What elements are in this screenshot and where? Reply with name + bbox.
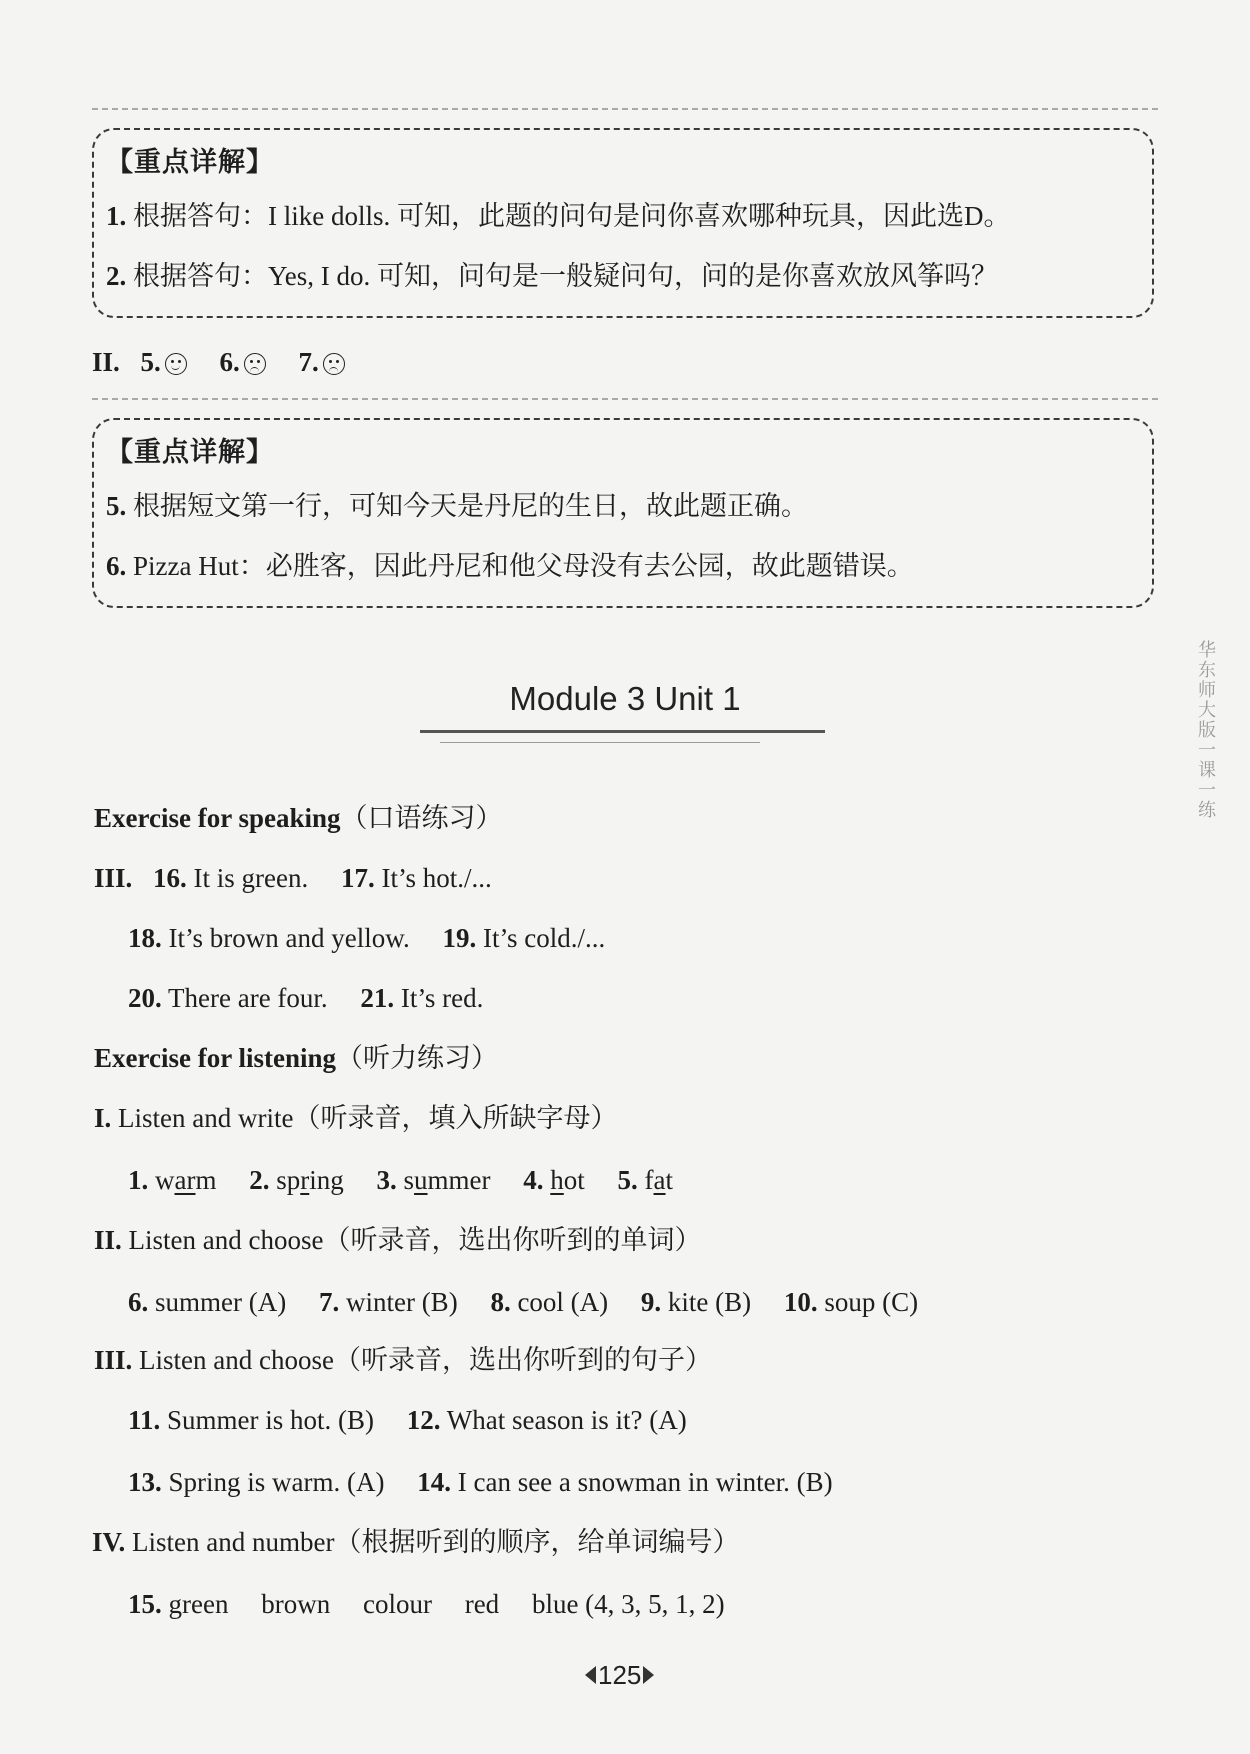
- title-underline-thin: [440, 742, 760, 743]
- part-heading: [94, 1098, 617, 1138]
- answer-number: 15.: [128, 1589, 162, 1619]
- answer-text: It’s cold./...: [482, 923, 606, 953]
- sad-face-icon: [323, 353, 345, 375]
- part-heading: [94, 1220, 701, 1260]
- answer-number: 12.: [406, 1405, 441, 1435]
- explanation-item: [106, 476, 1136, 536]
- key-explanation-box: [92, 128, 1154, 318]
- answer-number: 19.: [442, 923, 477, 953]
- answer-text: I can see a snowman in winter. (B): [457, 1467, 833, 1497]
- part-title: Listen and number: [132, 1527, 335, 1557]
- item-number: 1.: [106, 201, 127, 231]
- item-text: 根据答句：I like dolls. 可知，此题的问句是问你喜欢哪种玩具，因此选D。: [133, 201, 1011, 231]
- answer-text: It’s hot./...: [381, 863, 492, 893]
- answer-text: soup (C): [824, 1287, 919, 1317]
- happy-face-icon: [165, 353, 187, 375]
- sad-face-icon: [244, 353, 266, 375]
- item-number: 2.: [106, 261, 127, 291]
- answer-text: It is green.: [193, 863, 309, 893]
- title-underline: [420, 730, 825, 733]
- part-title: Listen and choose: [139, 1345, 334, 1375]
- answer-number: 18.: [128, 923, 162, 953]
- answer-number: 9.: [640, 1287, 662, 1317]
- answer-word: red: [464, 1589, 500, 1619]
- part-title-cn: （听录音，填入所缺字母）: [293, 1103, 618, 1133]
- speaking-row: [128, 978, 483, 1018]
- dashed-divider: [92, 108, 1158, 110]
- page-number-text: 125: [598, 1660, 642, 1690]
- answer-number: 3.: [376, 1165, 397, 1195]
- speaking-row: [94, 858, 492, 898]
- dashed-divider: [92, 398, 1158, 400]
- answer-number: 13.: [128, 1467, 162, 1497]
- item-text: Pizza Hut：必胜客，因此丹尼和他父母没有去公园，故此题错误。: [133, 551, 914, 581]
- explanation-item: [106, 536, 1136, 596]
- answer-word: fat: [644, 1165, 674, 1195]
- answer-number: 10.: [783, 1287, 818, 1317]
- answer-row: [128, 1462, 833, 1502]
- answer-text: There are four.: [168, 983, 328, 1013]
- answer-number: 16.: [153, 863, 187, 893]
- listening-heading: [94, 1038, 498, 1078]
- module-title: Module 3 Unit 1: [509, 680, 741, 717]
- answer-number: 5.: [140, 347, 161, 377]
- answer-text: It’s red.: [400, 983, 484, 1013]
- answer-number: 7.: [318, 1287, 340, 1317]
- part-title: Listen and choose: [128, 1225, 324, 1255]
- part-heading: [94, 1340, 712, 1380]
- answer-word: brown: [261, 1589, 331, 1619]
- answer-number: 7.: [298, 347, 319, 377]
- answer-text: Summer is hot. (B): [167, 1405, 375, 1435]
- answer-word: green: [168, 1589, 229, 1619]
- answer-word: blue (4, 3, 5, 1, 2): [531, 1589, 725, 1619]
- speaking-row: [128, 918, 605, 958]
- answer-row: [128, 1282, 918, 1322]
- part-heading: [92, 1522, 739, 1562]
- answer-word: spring: [276, 1165, 344, 1195]
- answer-text: It’s brown and yellow.: [168, 923, 410, 953]
- answer-word: summer: [403, 1165, 491, 1195]
- section-label: II.: [94, 1225, 122, 1255]
- answer-number: 5.: [617, 1165, 638, 1195]
- answer-number: 8.: [490, 1287, 511, 1317]
- answer-word: warm: [155, 1165, 217, 1195]
- part-title-cn: （根据听到的顺序，给单词编号）: [334, 1527, 740, 1557]
- answer-word: colour: [362, 1589, 432, 1619]
- answer-number: 6.: [128, 1287, 149, 1317]
- item-text: 根据答句：Yes, I do. 可知，问句是一般疑问句，问的是你喜欢放风筝吗？: [133, 261, 999, 291]
- answer-text: summer (A): [155, 1287, 287, 1317]
- faces-answers: [92, 342, 345, 382]
- part-title: Listen and write: [118, 1103, 294, 1133]
- answer-row: [128, 1584, 725, 1624]
- section-label: IV.: [92, 1527, 126, 1557]
- answer-text: What season is it? (A): [446, 1405, 687, 1435]
- answer-number: 11.: [128, 1405, 161, 1435]
- speaking-heading: [94, 798, 503, 838]
- heading-text: Exercise for speaking: [94, 803, 341, 833]
- heading-cn: （听力练习）: [335, 1043, 498, 1073]
- answer-number: 14.: [417, 1467, 451, 1497]
- heading-text: Exercise for listening: [94, 1043, 336, 1073]
- item-number: 6.: [106, 551, 127, 581]
- explanation-item: [106, 186, 1136, 246]
- answer-text: kite (B): [667, 1287, 752, 1317]
- answer-number: 20.: [128, 983, 162, 1013]
- left-arrow-icon: [585, 1666, 596, 1684]
- box-title: 【重点详解】: [106, 437, 274, 467]
- answer-number: 21.: [360, 983, 395, 1013]
- answer-row: [128, 1160, 673, 1200]
- item-text: 根据短文第一行，可知今天是丹尼的生日，故此题正确。: [133, 491, 808, 521]
- answer-number: 6.: [219, 347, 240, 377]
- key-explanation-box: [92, 418, 1154, 608]
- right-arrow-icon: [643, 1666, 654, 1684]
- answer-text: cool (A): [517, 1287, 609, 1317]
- answer-word: hot: [550, 1165, 585, 1195]
- answer-number: 1.: [128, 1165, 149, 1195]
- section-label: III.: [94, 1345, 133, 1375]
- answer-row: [128, 1400, 687, 1440]
- answer-text: Spring is warm. (A): [168, 1467, 385, 1497]
- part-title-cn: （听录音，选出你听到的句子）: [333, 1345, 712, 1375]
- part-title-cn: （听录音，选出你听到的单词）: [323, 1225, 702, 1255]
- section-label: III.: [94, 863, 133, 893]
- answer-number: 17.: [341, 863, 375, 893]
- answer-number: 4.: [523, 1165, 544, 1195]
- answer-number: 2.: [249, 1165, 270, 1195]
- section-label: II.: [92, 347, 120, 377]
- item-number: 5.: [106, 491, 127, 521]
- side-series-text: 华东师大版一课一练: [1195, 640, 1216, 820]
- page-number: [585, 1660, 654, 1691]
- section-label: I.: [94, 1103, 112, 1133]
- answer-text: winter (B): [345, 1287, 458, 1317]
- heading-cn: （口语练习）: [340, 803, 503, 833]
- box-title: 【重点详解】: [106, 147, 274, 177]
- explanation-item: [106, 246, 1136, 306]
